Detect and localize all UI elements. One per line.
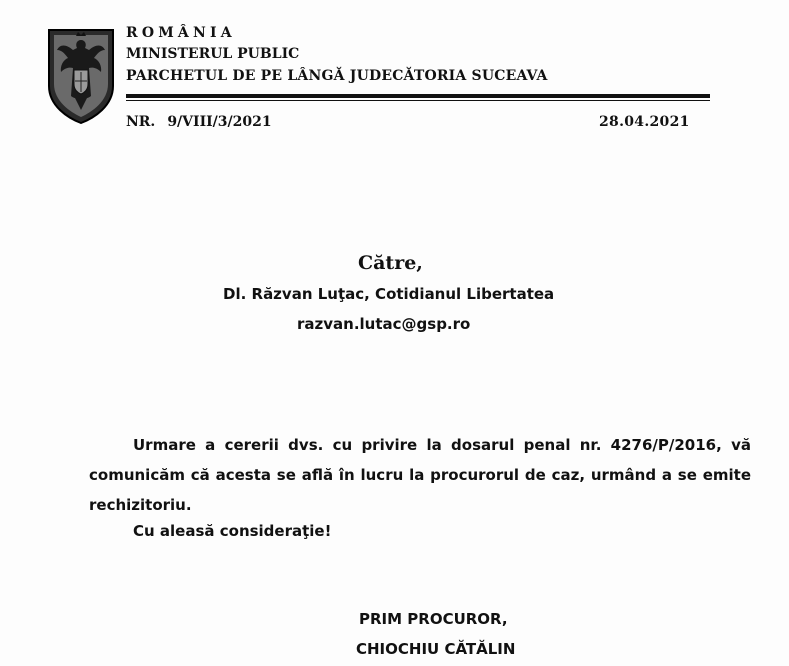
- body-paragraph: [89, 430, 751, 520]
- registration-number-label: NR.: [126, 114, 156, 130]
- document-date: 28.04.2021: [599, 114, 690, 130]
- addressee-recipient: Dl. Răzvan Luţac, Cotidianul Libertatea: [223, 285, 555, 303]
- header-office: PARCHETUL DE PE LÂNGĂ JUDECĂTORIA SUCEAVA: [126, 68, 548, 84]
- header-country: ROMÂNIA: [126, 25, 236, 41]
- registration-number: [126, 114, 272, 130]
- closing-formula: Cu aleasă consideraţie!: [133, 522, 332, 540]
- registration-number-value: 9/VIII/3/2021: [167, 114, 272, 130]
- coat-of-arms-icon: [46, 26, 116, 124]
- addressee-salutation: Către,: [358, 252, 423, 274]
- header-ministry: MINISTERUL PUBLIC: [126, 46, 300, 62]
- body-paragraph-text: Urmare a cererii dvs. cu privire la dosarul penal nr. 4276/P/2016, vă comunicăm că acesta se află în lucru la procurorul de caz, urmând a se emite rechizitoriu.: [89, 436, 751, 514]
- header-divider-thick: [126, 94, 710, 98]
- signature-name: CHIOCHIU CĂTĂLIN: [356, 640, 516, 658]
- addressee-email: razvan.lutac@gsp.ro: [297, 315, 471, 333]
- header-divider-thin: [126, 100, 710, 101]
- signature-title: PRIM PROCUROR,: [359, 610, 508, 628]
